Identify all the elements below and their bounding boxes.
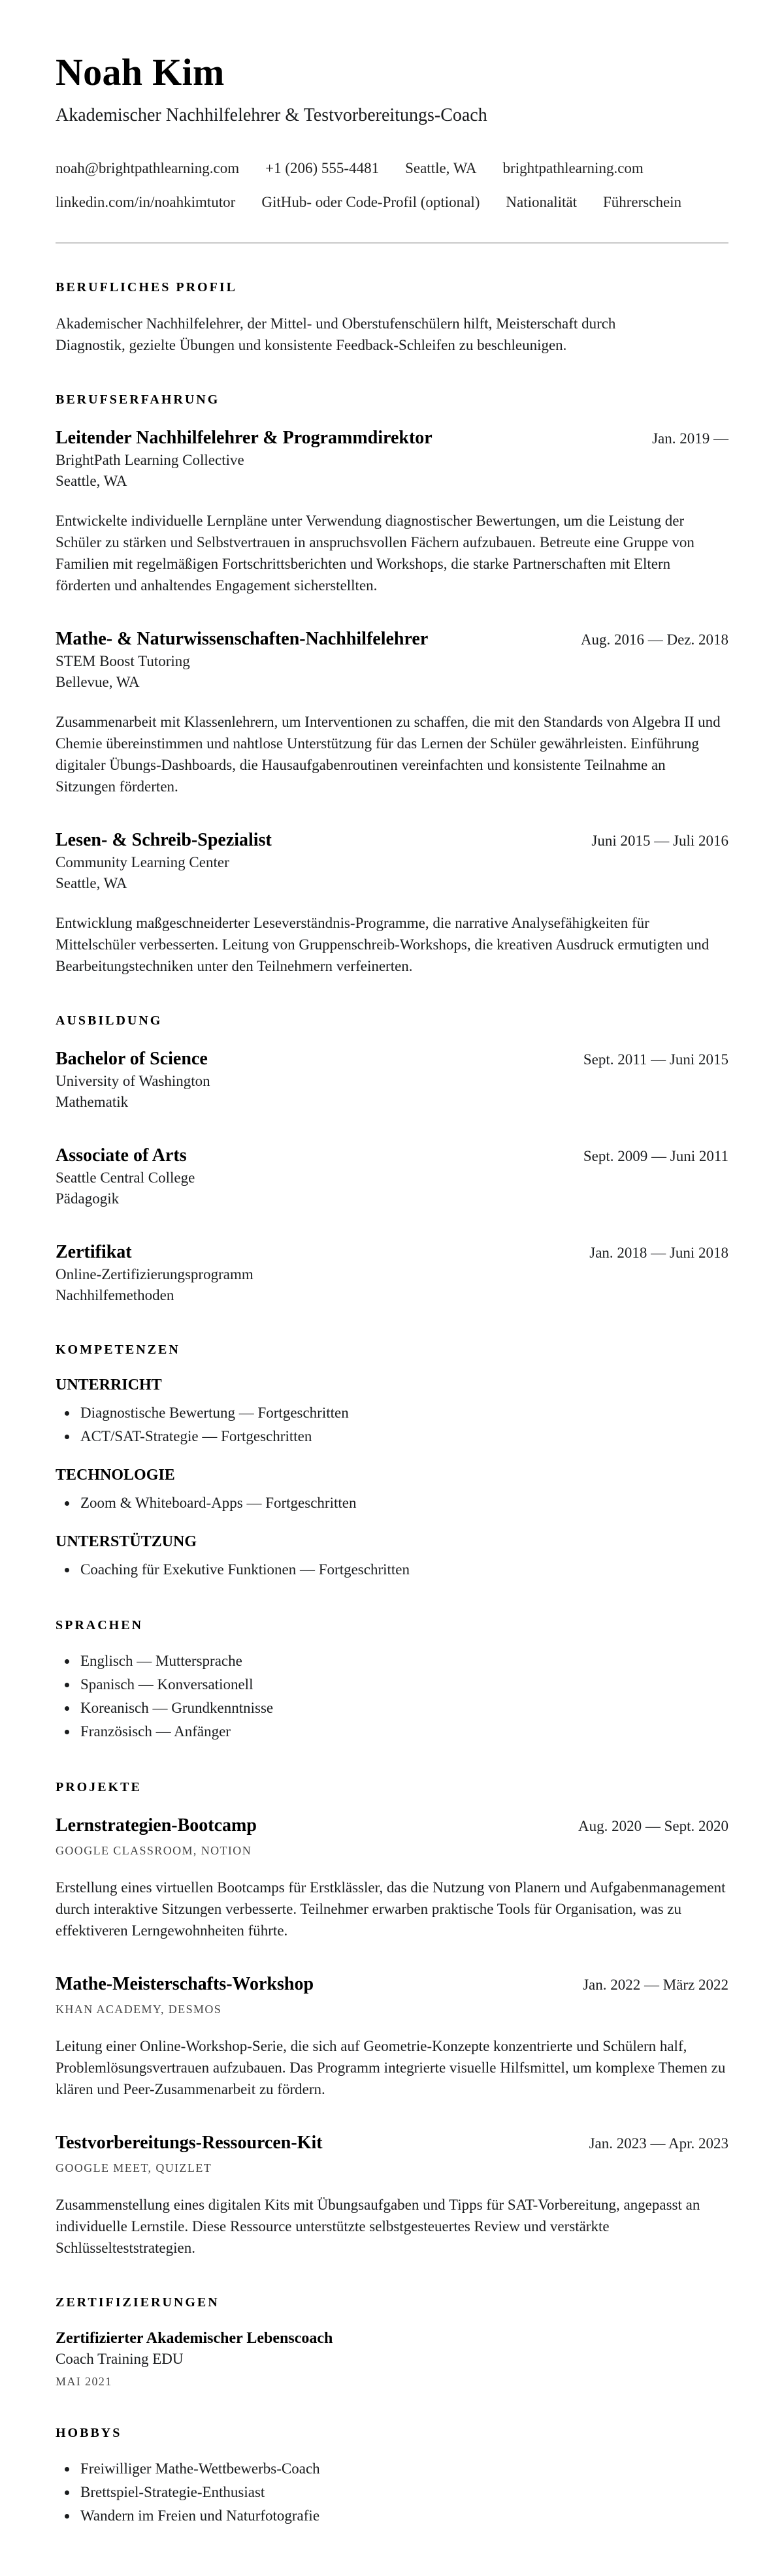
job-location: Seattle, WA xyxy=(56,473,127,490)
job-entry-head xyxy=(56,426,728,450)
project-entry-head xyxy=(56,1814,728,1837)
hobby-list xyxy=(56,2457,728,2528)
skill-list xyxy=(56,1491,728,1515)
skill-group xyxy=(56,1532,728,1582)
section-education xyxy=(56,1012,728,1306)
language-item: • Englisch — Muttersprache xyxy=(78,1649,728,1673)
skill-item: • Coaching für Exekutive Funktionen — Fortgeschritten xyxy=(78,1558,728,1582)
project-tools: GOOGLE MEET, QUIZLET xyxy=(56,2161,212,2175)
education-dates: Sept. 2009 — Juni 2011 xyxy=(583,1148,728,1165)
education-entry xyxy=(56,1047,728,1113)
section-certifications xyxy=(56,2294,728,2389)
education-field: Pädagogik xyxy=(56,1190,120,1207)
education-school: University of Washington xyxy=(56,1073,210,1090)
job-dates: Juni 2015 — Juli 2016 xyxy=(591,833,728,850)
skill-list xyxy=(56,1558,728,1582)
job-description: Entwickelte individuelle Lernpläne unter Verwendung diagnostischer Bewertungen, um die Leistung der Schüler zu stärken und Selbstvertrauen in anspruchsvollen Fächern aufzubauen. Betreute eine Gruppe von Familien mit regelmäßigen Fortschrittsberichten und Workshops, die starke Partnerschaften mit Eltern förderten und anhaltendes Engagement sicherstellten. xyxy=(56,513,694,594)
header-divider xyxy=(56,242,728,244)
skill-group xyxy=(56,1465,728,1515)
projects-heading: PROJEKTE xyxy=(56,1780,142,1795)
project-entry-head xyxy=(56,2131,728,2155)
education-degree: Associate of Arts xyxy=(56,1145,187,1166)
job-company: BrightPath Learning Collective xyxy=(56,452,244,469)
contact-drivers-license: Führerschein xyxy=(602,194,682,211)
skill-group-title: TECHNOLOGIE xyxy=(56,1467,175,1484)
project-entry-head xyxy=(56,1973,728,1996)
job-entry xyxy=(56,426,728,596)
skill-group-title: UNTERRICHT xyxy=(56,1376,162,1394)
resume-header xyxy=(56,51,728,244)
education-entry-head xyxy=(56,1144,728,1168)
skill-item: • Zoom & Whiteboard-Apps — Fortgeschritten xyxy=(78,1491,728,1515)
job-entry-head xyxy=(56,628,728,651)
certification-name: Zertifizierter Akademischer Lebenscoach xyxy=(56,2330,333,2347)
job-description: Entwicklung maßgeschneiderter Leseverständnis-Programme, die narrative Analysefähigkeiten für Mittelschüler verbesserten. Leitung von Gruppenschreib-Workshops, die kreativen Ausdruck ermutigten und Bearbeitungstechniken unter den Teilnehmern verfeinerten. xyxy=(56,915,710,975)
education-degree: Zertifikat xyxy=(56,1242,132,1263)
job-entry-head xyxy=(56,829,728,852)
section-projects xyxy=(56,1779,728,2259)
project-tools: KHAN ACADEMY, DESMOS xyxy=(56,2003,222,2016)
language-list xyxy=(56,1649,728,1743)
education-dates: Jan. 2018 — Juni 2018 xyxy=(589,1245,728,1262)
certifications-heading: ZERTIFIZIERUNGEN xyxy=(56,2295,220,2310)
languages-heading: SPRACHEN xyxy=(56,1618,144,1633)
project-description: Leitung einer Online-Workshop-Serie, die sich auf Geometrie-Konzepte konzentrierte und Schülern half, Problemlösungsvertrauen aufzubauen. Das Programm integrierte visuelle Hilfsmittel, um komplexe Themen zu klären und Peer-Zusammenarbeit zu fördern. xyxy=(56,2038,726,2098)
section-skills xyxy=(56,1341,728,1582)
contact-row-1 xyxy=(56,159,728,178)
job-dates: Aug. 2016 — Dez. 2018 xyxy=(580,631,728,648)
education-degree: Bachelor of Science xyxy=(56,1049,208,1070)
job-entry xyxy=(56,829,728,977)
skill-item: • Diagnostische Bewertung — Fortgeschritten xyxy=(78,1401,728,1425)
certification-entry xyxy=(56,2328,728,2389)
section-profile xyxy=(56,279,728,356)
education-school: Seattle Central College xyxy=(56,1169,195,1186)
candidate-name: Noah Kim xyxy=(56,51,225,93)
project-dates: Jan. 2023 — Apr. 2023 xyxy=(589,2135,728,2152)
job-company: STEM Boost Tutoring xyxy=(56,653,190,670)
education-school: Online-Zertifizierungsprogramm xyxy=(56,1266,253,1283)
contact-email: noah@brightpathlearning.com xyxy=(56,160,240,177)
job-title: Lesen- & Schreib-Spezialist xyxy=(56,830,272,851)
skills-heading: KOMPETENZEN xyxy=(56,1343,180,1358)
job-description: Zusammenarbeit mit Klassenlehrern, um Interventionen zu schaffen, die mit den Standards von Algebra II und Chemie übereinstimmen und nahtlose Unterstützung für das Lernen der Schüler gewährleisten. Einführung digitaler Übungs-Dashboards, die Hausaufgabenroutinen vereinfachten und konsistente Teilnahme an Sitzungen förderten. xyxy=(56,714,721,795)
project-entry xyxy=(56,2131,728,2259)
project-dates: Aug. 2020 — Sept. 2020 xyxy=(578,1818,728,1835)
education-field: Mathematik xyxy=(56,1094,129,1111)
project-title: Testvorbereitungs-Ressourcen-Kit xyxy=(56,2133,323,2154)
project-entry xyxy=(56,1814,728,1941)
hobby-item: • Freiwilliger Mathe-Wettbewerbs-Coach xyxy=(78,2457,728,2481)
education-entry-head xyxy=(56,1241,728,1264)
language-item: • Spanisch — Konversationell xyxy=(78,1673,728,1696)
project-entry xyxy=(56,1973,728,2100)
project-title: Lernstrategien-Bootcamp xyxy=(56,1815,257,1836)
certification-issuer: Coach Training EDU xyxy=(56,2351,184,2368)
job-location: Seattle, WA xyxy=(56,875,127,892)
section-languages xyxy=(56,1617,728,1743)
language-item: • Koreanisch — Grundkenntnisse xyxy=(78,1696,728,1720)
job-company: Community Learning Center xyxy=(56,854,229,871)
certification-date: MAI 2021 xyxy=(56,2375,112,2389)
project-description: Zusammenstellung eines digitalen Kits mit Übungsaufgaben und Tipps für SAT-Vorbereitung, angepasst an individuelle Lernstile. Diese Ressource unterstützte selbstgesteuertes Review und verstärkte Schlüsselteststrategien. xyxy=(56,2197,700,2257)
contact-linkedin: linkedin.com/in/noahkimtutor xyxy=(56,194,236,211)
skill-group-title: UNTERSTÜTZUNG xyxy=(56,1533,197,1551)
job-location: Bellevue, WA xyxy=(56,674,140,691)
language-item: • Französisch — Anfänger xyxy=(78,1720,728,1743)
contact-website: brightpathlearning.com xyxy=(502,160,644,177)
education-entry xyxy=(56,1144,728,1209)
hobbies-heading: HOBBYS xyxy=(56,2426,122,2441)
education-heading: AUSBILDUNG xyxy=(56,1013,163,1028)
experience-heading: BERUFSERFAHRUNG xyxy=(56,392,220,407)
education-dates: Sept. 2011 — Juni 2015 xyxy=(583,1051,728,1068)
education-field: Nachhilfemethoden xyxy=(56,1287,174,1304)
job-entry xyxy=(56,628,728,797)
contact-row-2 xyxy=(56,193,728,212)
section-experience xyxy=(56,391,728,977)
contact-location: Seattle, WA xyxy=(405,160,477,177)
hobby-item: • Wandern im Freien und Naturfotografie xyxy=(78,2504,728,2528)
project-tools: GOOGLE CLASSROOM, NOTION xyxy=(56,1844,252,1858)
project-dates: Jan. 2022 — März 2022 xyxy=(583,1977,728,1994)
skill-item: • ACT/SAT-Strategie — Fortgeschritten xyxy=(78,1425,728,1448)
education-entry xyxy=(56,1241,728,1306)
job-title: Leitender Nachhilfelehrer & Programmdirektor xyxy=(56,428,433,449)
contact-nationality: Nationalität xyxy=(506,194,577,211)
education-entry-head xyxy=(56,1047,728,1071)
candidate-headline: Akademischer Nachhilfelehrer & Testvorbereitungs-Coach xyxy=(56,104,487,125)
job-title: Mathe- & Naturwissenschaften-Nachhilfelehrer xyxy=(56,629,429,650)
project-description: Erstellung eines virtuellen Bootcamps für Erstklässler, das die Nutzung von Planern und Aufgabenmanagement durch interaktive Sitzungen verbesserte. Teilnehmer erwarben praktische Tools für Organisation, was zu effektiveren Lerngewohnheiten führte. xyxy=(56,1879,726,1939)
contact-phone: +1 (206) 555-4481 xyxy=(265,160,380,177)
job-dates: Jan. 2019 — xyxy=(652,430,728,447)
hobby-item: • Brettspiel-Strategie-Enthusiast xyxy=(78,2481,728,2504)
section-hobbies xyxy=(56,2425,728,2528)
contact-code-profile: GitHub- oder Code-Profil (optional) xyxy=(261,194,480,211)
project-title: Mathe-Meisterschafts-Workshop xyxy=(56,1974,314,1995)
profile-text: Akademischer Nachhilfelehrer, der Mittel- und Oberstufenschülern hilft, Meisterschaft durch Diagnostik, gezielte Übungen und konsistente Feedback-Schleifen zu beschleunigen. xyxy=(56,315,616,354)
profile-heading: BERUFLICHES PROFIL xyxy=(56,280,237,295)
skill-group xyxy=(56,1375,728,1448)
skill-list xyxy=(56,1401,728,1448)
